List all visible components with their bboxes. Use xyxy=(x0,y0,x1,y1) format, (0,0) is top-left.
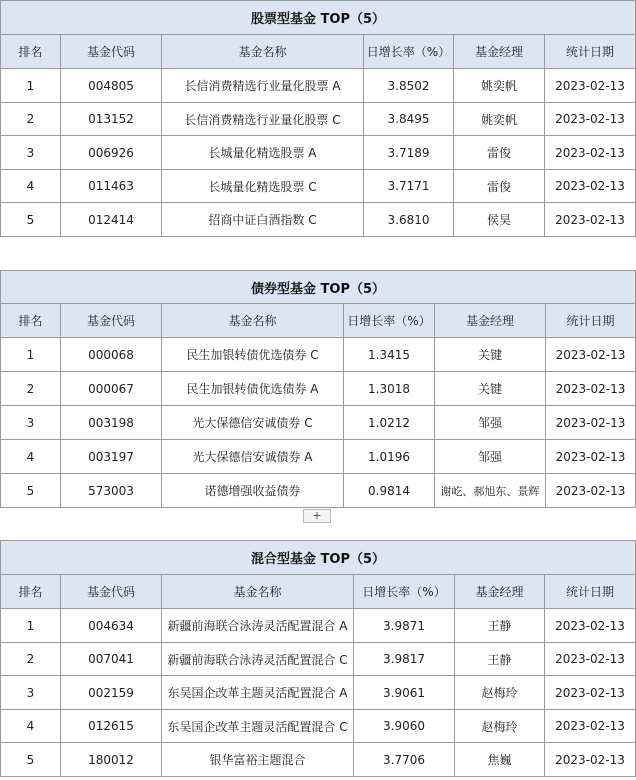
cell-rank: 5 xyxy=(1,203,61,237)
cell-rank: 1 xyxy=(1,338,61,372)
cell-daily-growth: 3.9060 xyxy=(354,710,455,743)
cell-fund-code: 180012 xyxy=(61,743,162,777)
cell-fund-name: 诺德增强收益债券 xyxy=(162,474,344,508)
cell-fund-manager: 姚奕帆 xyxy=(454,103,545,136)
cell-fund-manager: 侯昊 xyxy=(454,203,545,237)
cell-fund-name: 长城量化精选股票 A xyxy=(162,136,364,170)
column-header-fund-name: 基金名称 xyxy=(162,575,354,609)
cell-fund-name: 长城量化精选股票 C xyxy=(162,170,364,203)
table-row xyxy=(1,474,636,508)
cell-fund-manager: 关键 xyxy=(435,338,546,372)
mixed-fund-table-block xyxy=(0,540,636,777)
cell-stat-date: 2023-02-13 xyxy=(545,676,636,710)
table-row xyxy=(1,338,636,372)
cell-rank: 3 xyxy=(1,676,61,710)
cell-daily-growth: 3.9871 xyxy=(354,609,455,643)
cell-stat-date: 2023-02-13 xyxy=(545,743,636,777)
cell-rank: 4 xyxy=(1,710,61,743)
cell-stat-date: 2023-02-13 xyxy=(545,643,636,676)
column-header-fund-code: 基金代码 xyxy=(61,304,162,338)
bond-fund-table-block xyxy=(0,270,636,508)
cell-fund-code: 013152 xyxy=(61,103,162,136)
cell-rank: 2 xyxy=(1,103,61,136)
cell-fund-manager: 邹强 xyxy=(435,406,546,440)
cell-rank: 3 xyxy=(1,136,61,170)
column-header-rank: 排名 xyxy=(1,304,61,338)
table-row xyxy=(1,743,636,777)
cell-fund-code: 006926 xyxy=(61,136,162,170)
expand-plus-button[interactable]: + xyxy=(303,509,331,523)
cell-fund-manager: 雷俊 xyxy=(454,136,545,170)
cell-fund-name: 东吴国企改革主题灵活配置混合 C xyxy=(162,710,354,743)
cell-fund-code: 004634 xyxy=(61,609,162,643)
cell-daily-growth: 1.0212 xyxy=(344,406,435,440)
column-header-fund-manager: 基金经理 xyxy=(435,304,546,338)
column-header-stat-date: 统计日期 xyxy=(545,35,636,69)
table-row xyxy=(1,69,636,103)
cell-fund-code: 003197 xyxy=(61,440,162,474)
cell-fund-code: 012615 xyxy=(61,710,162,743)
cell-daily-growth: 3.8495 xyxy=(364,103,454,136)
column-header-daily-growth: 日增长率（%） xyxy=(344,304,435,338)
cell-fund-manager: 关键 xyxy=(435,372,546,406)
cell-stat-date: 2023-02-13 xyxy=(545,170,636,203)
column-header-stat-date: 统计日期 xyxy=(546,304,636,338)
cell-fund-name: 光大保德信安诚债券 C xyxy=(162,406,344,440)
cell-fund-name: 新疆前海联合泳涛灵活配置混合 C xyxy=(162,643,354,676)
column-header-daily-growth: 日增长率（%） xyxy=(364,35,454,69)
cell-stat-date: 2023-02-13 xyxy=(545,203,636,237)
cell-stat-date: 2023-02-13 xyxy=(546,406,636,440)
cell-rank: 4 xyxy=(1,170,61,203)
cell-fund-code: 000068 xyxy=(61,338,162,372)
cell-fund-code: 003198 xyxy=(61,406,162,440)
table-row xyxy=(1,676,636,710)
cell-fund-code: 004805 xyxy=(61,69,162,103)
cell-daily-growth: 3.8502 xyxy=(364,69,454,103)
cell-fund-name: 东吴国企改革主题灵活配置混合 A xyxy=(162,676,354,710)
cell-fund-name: 银华富裕主题混合 xyxy=(162,743,354,777)
cell-fund-manager: 邹强 xyxy=(435,440,546,474)
cell-daily-growth: 3.7706 xyxy=(354,743,455,777)
cell-daily-growth: 3.6810 xyxy=(364,203,454,237)
table-row xyxy=(1,643,636,676)
cell-daily-growth: 1.3415 xyxy=(344,338,435,372)
mixed-fund-table-title: 混合型基金 TOP（5） xyxy=(1,541,636,575)
cell-fund-name: 光大保德信安诚债券 A xyxy=(162,440,344,474)
mixed-fund-table xyxy=(0,540,636,777)
table-row xyxy=(1,372,636,406)
stock-fund-table-title: 股票型基金 TOP（5） xyxy=(1,1,636,35)
cell-fund-code: 002159 xyxy=(61,676,162,710)
cell-rank: 3 xyxy=(1,406,61,440)
cell-rank: 2 xyxy=(1,643,61,676)
table-row xyxy=(1,103,636,136)
cell-rank: 2 xyxy=(1,372,61,406)
cell-stat-date: 2023-02-13 xyxy=(545,710,636,743)
cell-stat-date: 2023-02-13 xyxy=(546,474,636,508)
stock-fund-table xyxy=(0,0,636,237)
cell-fund-code: 007041 xyxy=(61,643,162,676)
cell-daily-growth: 3.7189 xyxy=(364,136,454,170)
cell-fund-name: 民生加银转债优选债券 A xyxy=(162,372,344,406)
column-header-fund-manager: 基金经理 xyxy=(454,35,545,69)
cell-fund-code: 573003 xyxy=(61,474,162,508)
cell-fund-manager: 焦巍 xyxy=(455,743,545,777)
cell-daily-growth: 3.9061 xyxy=(354,676,455,710)
cell-fund-manager: 王静 xyxy=(455,643,545,676)
cell-fund-name: 招商中证白酒指数 C xyxy=(162,203,364,237)
cell-fund-name: 长信消费精选行业量化股票 C xyxy=(162,103,364,136)
cell-stat-date: 2023-02-13 xyxy=(545,103,636,136)
table-row xyxy=(1,440,636,474)
cell-fund-manager: 王静 xyxy=(455,609,545,643)
table-row xyxy=(1,170,636,203)
cell-stat-date: 2023-02-13 xyxy=(546,338,636,372)
column-header-rank: 排名 xyxy=(1,35,61,69)
cell-fund-name: 新疆前海联合泳涛灵活配置混合 A xyxy=(162,609,354,643)
cell-stat-date: 2023-02-13 xyxy=(545,69,636,103)
cell-daily-growth: 1.0196 xyxy=(344,440,435,474)
column-header-fund-name: 基金名称 xyxy=(162,304,344,338)
cell-daily-growth: 3.7171 xyxy=(364,170,454,203)
bond-fund-table xyxy=(0,270,636,508)
cell-rank: 1 xyxy=(1,69,61,103)
column-header-fund-name: 基金名称 xyxy=(162,35,364,69)
cell-fund-manager: 雷俊 xyxy=(454,170,545,203)
cell-stat-date: 2023-02-13 xyxy=(545,609,636,643)
column-header-fund-code: 基金代码 xyxy=(61,575,162,609)
table-row xyxy=(1,136,636,170)
cell-fund-code: 011463 xyxy=(61,170,162,203)
cell-rank: 1 xyxy=(1,609,61,643)
cell-daily-growth: 0.9814 xyxy=(344,474,435,508)
column-header-stat-date: 统计日期 xyxy=(545,575,636,609)
cell-fund-manager: 谢屹、郝旭东、景辉 xyxy=(435,474,546,508)
column-header-fund-manager: 基金经理 xyxy=(455,575,545,609)
column-header-rank: 排名 xyxy=(1,575,61,609)
column-header-fund-code: 基金代码 xyxy=(61,35,162,69)
cell-daily-growth: 1.3018 xyxy=(344,372,435,406)
table-row xyxy=(1,406,636,440)
bond-fund-table-title: 债券型基金 TOP（5） xyxy=(1,271,636,304)
cell-rank: 4 xyxy=(1,440,61,474)
cell-rank: 5 xyxy=(1,743,61,777)
stock-fund-table-block xyxy=(0,0,636,237)
cell-fund-manager: 赵梅玲 xyxy=(455,676,545,710)
cell-stat-date: 2023-02-13 xyxy=(546,372,636,406)
cell-fund-code: 000067 xyxy=(61,372,162,406)
cell-stat-date: 2023-02-13 xyxy=(545,136,636,170)
cell-fund-name: 长信消费精选行业量化股票 A xyxy=(162,69,364,103)
cell-fund-manager: 姚奕帆 xyxy=(454,69,545,103)
cell-fund-manager: 赵梅玲 xyxy=(455,710,545,743)
column-header-daily-growth: 日增长率（%） xyxy=(354,575,455,609)
table-row xyxy=(1,203,636,237)
table-row xyxy=(1,609,636,643)
cell-daily-growth: 3.9817 xyxy=(354,643,455,676)
cell-fund-name: 民生加银转债优选债券 C xyxy=(162,338,344,372)
cell-rank: 5 xyxy=(1,474,61,508)
cell-stat-date: 2023-02-13 xyxy=(546,440,636,474)
cell-fund-code: 012414 xyxy=(61,203,162,237)
table-row xyxy=(1,710,636,743)
